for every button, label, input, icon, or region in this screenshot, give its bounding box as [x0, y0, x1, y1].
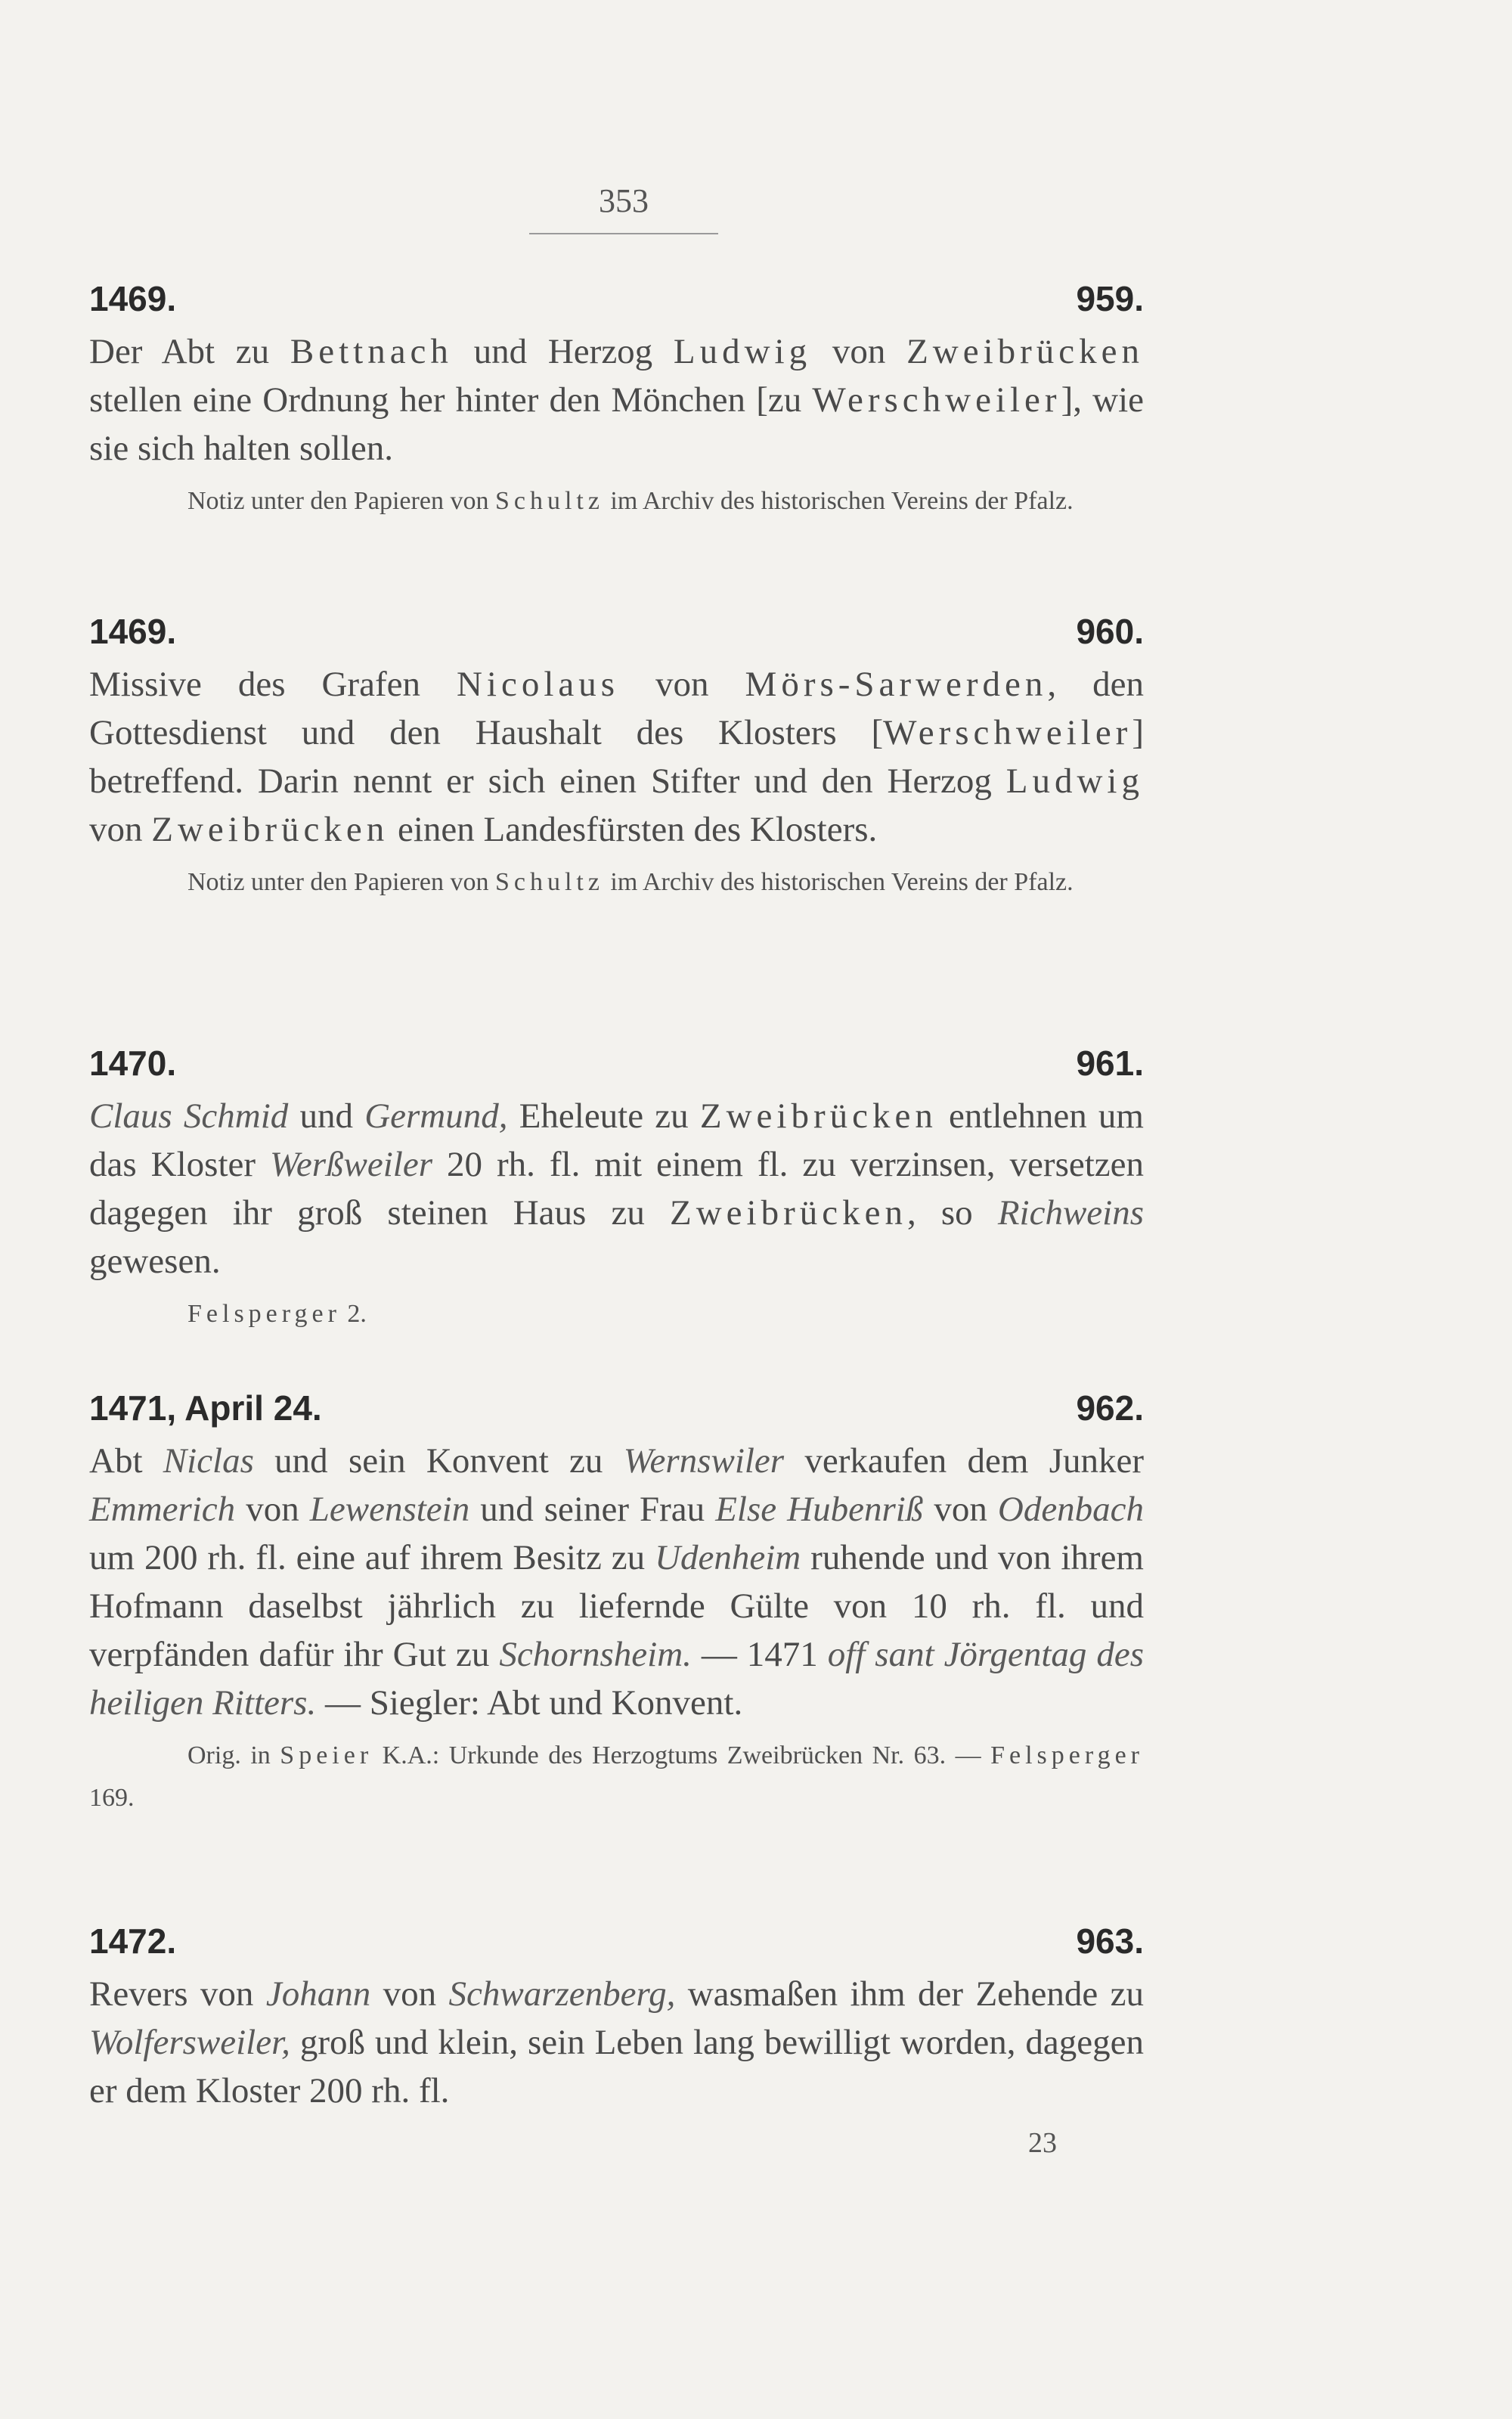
spaced-name: Zweibrücken	[699, 1096, 937, 1136]
italic-name: off sant Jörgentag des heiligen Ritters.	[89, 1635, 1144, 1723]
text-run: Der Abt zu	[89, 332, 290, 371]
spaced-name: Felsperger	[187, 1300, 341, 1328]
text-run: von	[619, 665, 745, 704]
spaced-name: Zweibrücken	[906, 332, 1145, 371]
text-run: Abt	[89, 1441, 163, 1481]
spaced-name: Zweibrücken	[670, 1193, 907, 1233]
italic-name: Schwarzenberg,	[448, 1974, 676, 2014]
text-run: und	[288, 1096, 365, 1136]
entry-961	[89, 1040, 1144, 1335]
text-run: im Archiv des historischen Vereins der Pfalz.	[603, 868, 1074, 896]
italic-name: Wolfersweiler,	[89, 2023, 290, 2062]
entry-body	[89, 1092, 1144, 1285]
entry-960	[89, 609, 1144, 904]
spaced-name: Werschweiler	[812, 380, 1061, 420]
spaced-name: Ludwig	[673, 332, 812, 371]
italic-name: Odenbach	[997, 1490, 1145, 1529]
text-run: Notiz unter den Papieren von	[187, 487, 495, 515]
entry-963	[89, 1918, 1144, 2115]
italic-name: Werßweiler	[270, 1145, 432, 1184]
spaced-name: Speier	[280, 1741, 373, 1769]
entry-date: 1469.	[89, 612, 177, 651]
entry-number: 960.	[1076, 612, 1144, 651]
text-run: und seiner Frau	[469, 1490, 716, 1529]
text-run: Notiz unter den Papieren von	[187, 868, 495, 896]
italic-name: Niclas	[163, 1441, 254, 1481]
text-run: von	[923, 1490, 998, 1529]
text-run: — Siegler: Abt und Konvent.	[316, 1683, 743, 1723]
entry-header	[89, 609, 1144, 654]
entry-header	[89, 276, 1144, 321]
text-run: stellen eine Ordnung her hinter den Mönchen [zu	[89, 380, 813, 420]
text-run: und Herzog	[452, 332, 674, 371]
text-run: groß und klein, sein Leben lang bewilligt worden, dagegen er dem Kloster 200 rh. fl.	[89, 2023, 1144, 2110]
entry-number: 959.	[1076, 279, 1144, 318]
entry-959	[89, 276, 1144, 523]
entry-body	[89, 1437, 1144, 1727]
text-run: von	[89, 810, 152, 849]
text-run: um 200 rh. fl. eine auf ihrem Besitz zu	[89, 1538, 655, 1577]
spaced-name: Schultz	[494, 487, 604, 515]
text-run: wasmaßen ihm der Zehende zu	[675, 1974, 1145, 2014]
italic-name: Claus Schmid	[89, 1096, 289, 1136]
spaced-name: Mörs-Sarwerden	[745, 665, 1048, 704]
text-run: gewesen.	[89, 1242, 221, 1281]
entry-date: 1469.	[89, 279, 177, 318]
text-run: im Archiv des historischen Vereins der Pfalz.	[603, 487, 1074, 515]
entry-date: 1472.	[89, 1921, 177, 1961]
entry-header	[89, 1040, 1144, 1086]
spaced-name: Schultz	[494, 868, 604, 896]
italic-name: Else Hubenriß	[715, 1490, 924, 1529]
text-run: von	[235, 1490, 310, 1529]
text-run: Orig. in	[187, 1741, 280, 1769]
page-number: 353	[599, 182, 649, 219]
italic-name: Richweins	[997, 1193, 1145, 1233]
entry-date: 1471, April 24.	[89, 1388, 322, 1428]
text-run: 2.	[340, 1300, 367, 1328]
text-run: — 1471	[691, 1635, 828, 1674]
source-note	[89, 1735, 1144, 1819]
text-run: und sein Konvent zu	[253, 1441, 624, 1481]
entry-body	[89, 327, 1144, 473]
spaced-name: Zweibrücken	[151, 810, 389, 849]
spaced-name: Bettnach	[290, 332, 453, 371]
spaced-name: Felsperger	[990, 1741, 1144, 1769]
entry-body	[89, 660, 1144, 854]
italic-name: Emmerich	[89, 1490, 236, 1529]
entry-body	[89, 1970, 1144, 2115]
text-run: 20 rh. fl. mit einem fl. zu verzinsen, versetzen dagegen ihr groß steinen Haus zu	[89, 1145, 1144, 1233]
text-run: ruhende und von ihrem Hofmann daselbst jährlich zu liefernde Gülte von 10 rh. fl. und verpfänden dafür ihr Gut zu	[89, 1538, 1144, 1674]
entry-number: 961.	[1076, 1044, 1144, 1083]
source-note	[89, 1293, 1144, 1335]
italic-name: Udenheim	[655, 1538, 801, 1577]
source-note	[89, 480, 1144, 523]
text-run: K.A.: Urkunde des Herzogtums Zweibrücken Nr. 63. —	[373, 1741, 991, 1769]
source-note	[89, 861, 1144, 904]
text-run: , so	[906, 1193, 998, 1233]
entry-number: 962.	[1076, 1388, 1144, 1428]
spaced-name: Nicolaus	[456, 665, 620, 704]
text-run: einen Landesfürsten des Klosters.	[389, 810, 878, 849]
text-run: ], wie sie sich halten sollen.	[89, 380, 1145, 468]
italic-name: Schornsheim.	[499, 1635, 692, 1674]
entry-header	[89, 1385, 1144, 1431]
text-run: von	[370, 1974, 449, 2014]
entry-number: 963.	[1076, 1921, 1144, 1961]
entry-date: 1470.	[89, 1044, 177, 1083]
text-run: entlehnen um das Kloster	[89, 1096, 1144, 1184]
text-run: verkaufen dem Junker	[784, 1441, 1145, 1481]
text-run: Eheleute zu	[507, 1096, 700, 1136]
text-run: Revers von	[89, 1974, 266, 2014]
spaced-name: Werschweiler	[883, 713, 1132, 752]
page-number-rule	[529, 233, 718, 234]
entry-header	[89, 1918, 1144, 1964]
text-run: von	[811, 332, 907, 371]
signature-mark: 23	[1028, 2127, 1057, 2159]
text-run: Missive des Grafen	[89, 665, 457, 704]
italic-name: Germund,	[364, 1096, 508, 1136]
text-run: ] betreffend. Darin nennt er sich einen Stifter und den Herzog	[89, 713, 1144, 801]
spaced-name: Ludwig	[1005, 761, 1144, 801]
entry-962	[89, 1385, 1144, 1819]
italic-name: Wernswiler	[623, 1441, 785, 1481]
italic-name: Lewenstein	[309, 1490, 470, 1529]
text-run: , den Gottesdienst und den Haushalt des Klosters [	[89, 665, 1144, 752]
italic-name: Johann	[265, 1974, 371, 2014]
text-run: 169.	[89, 1784, 135, 1812]
